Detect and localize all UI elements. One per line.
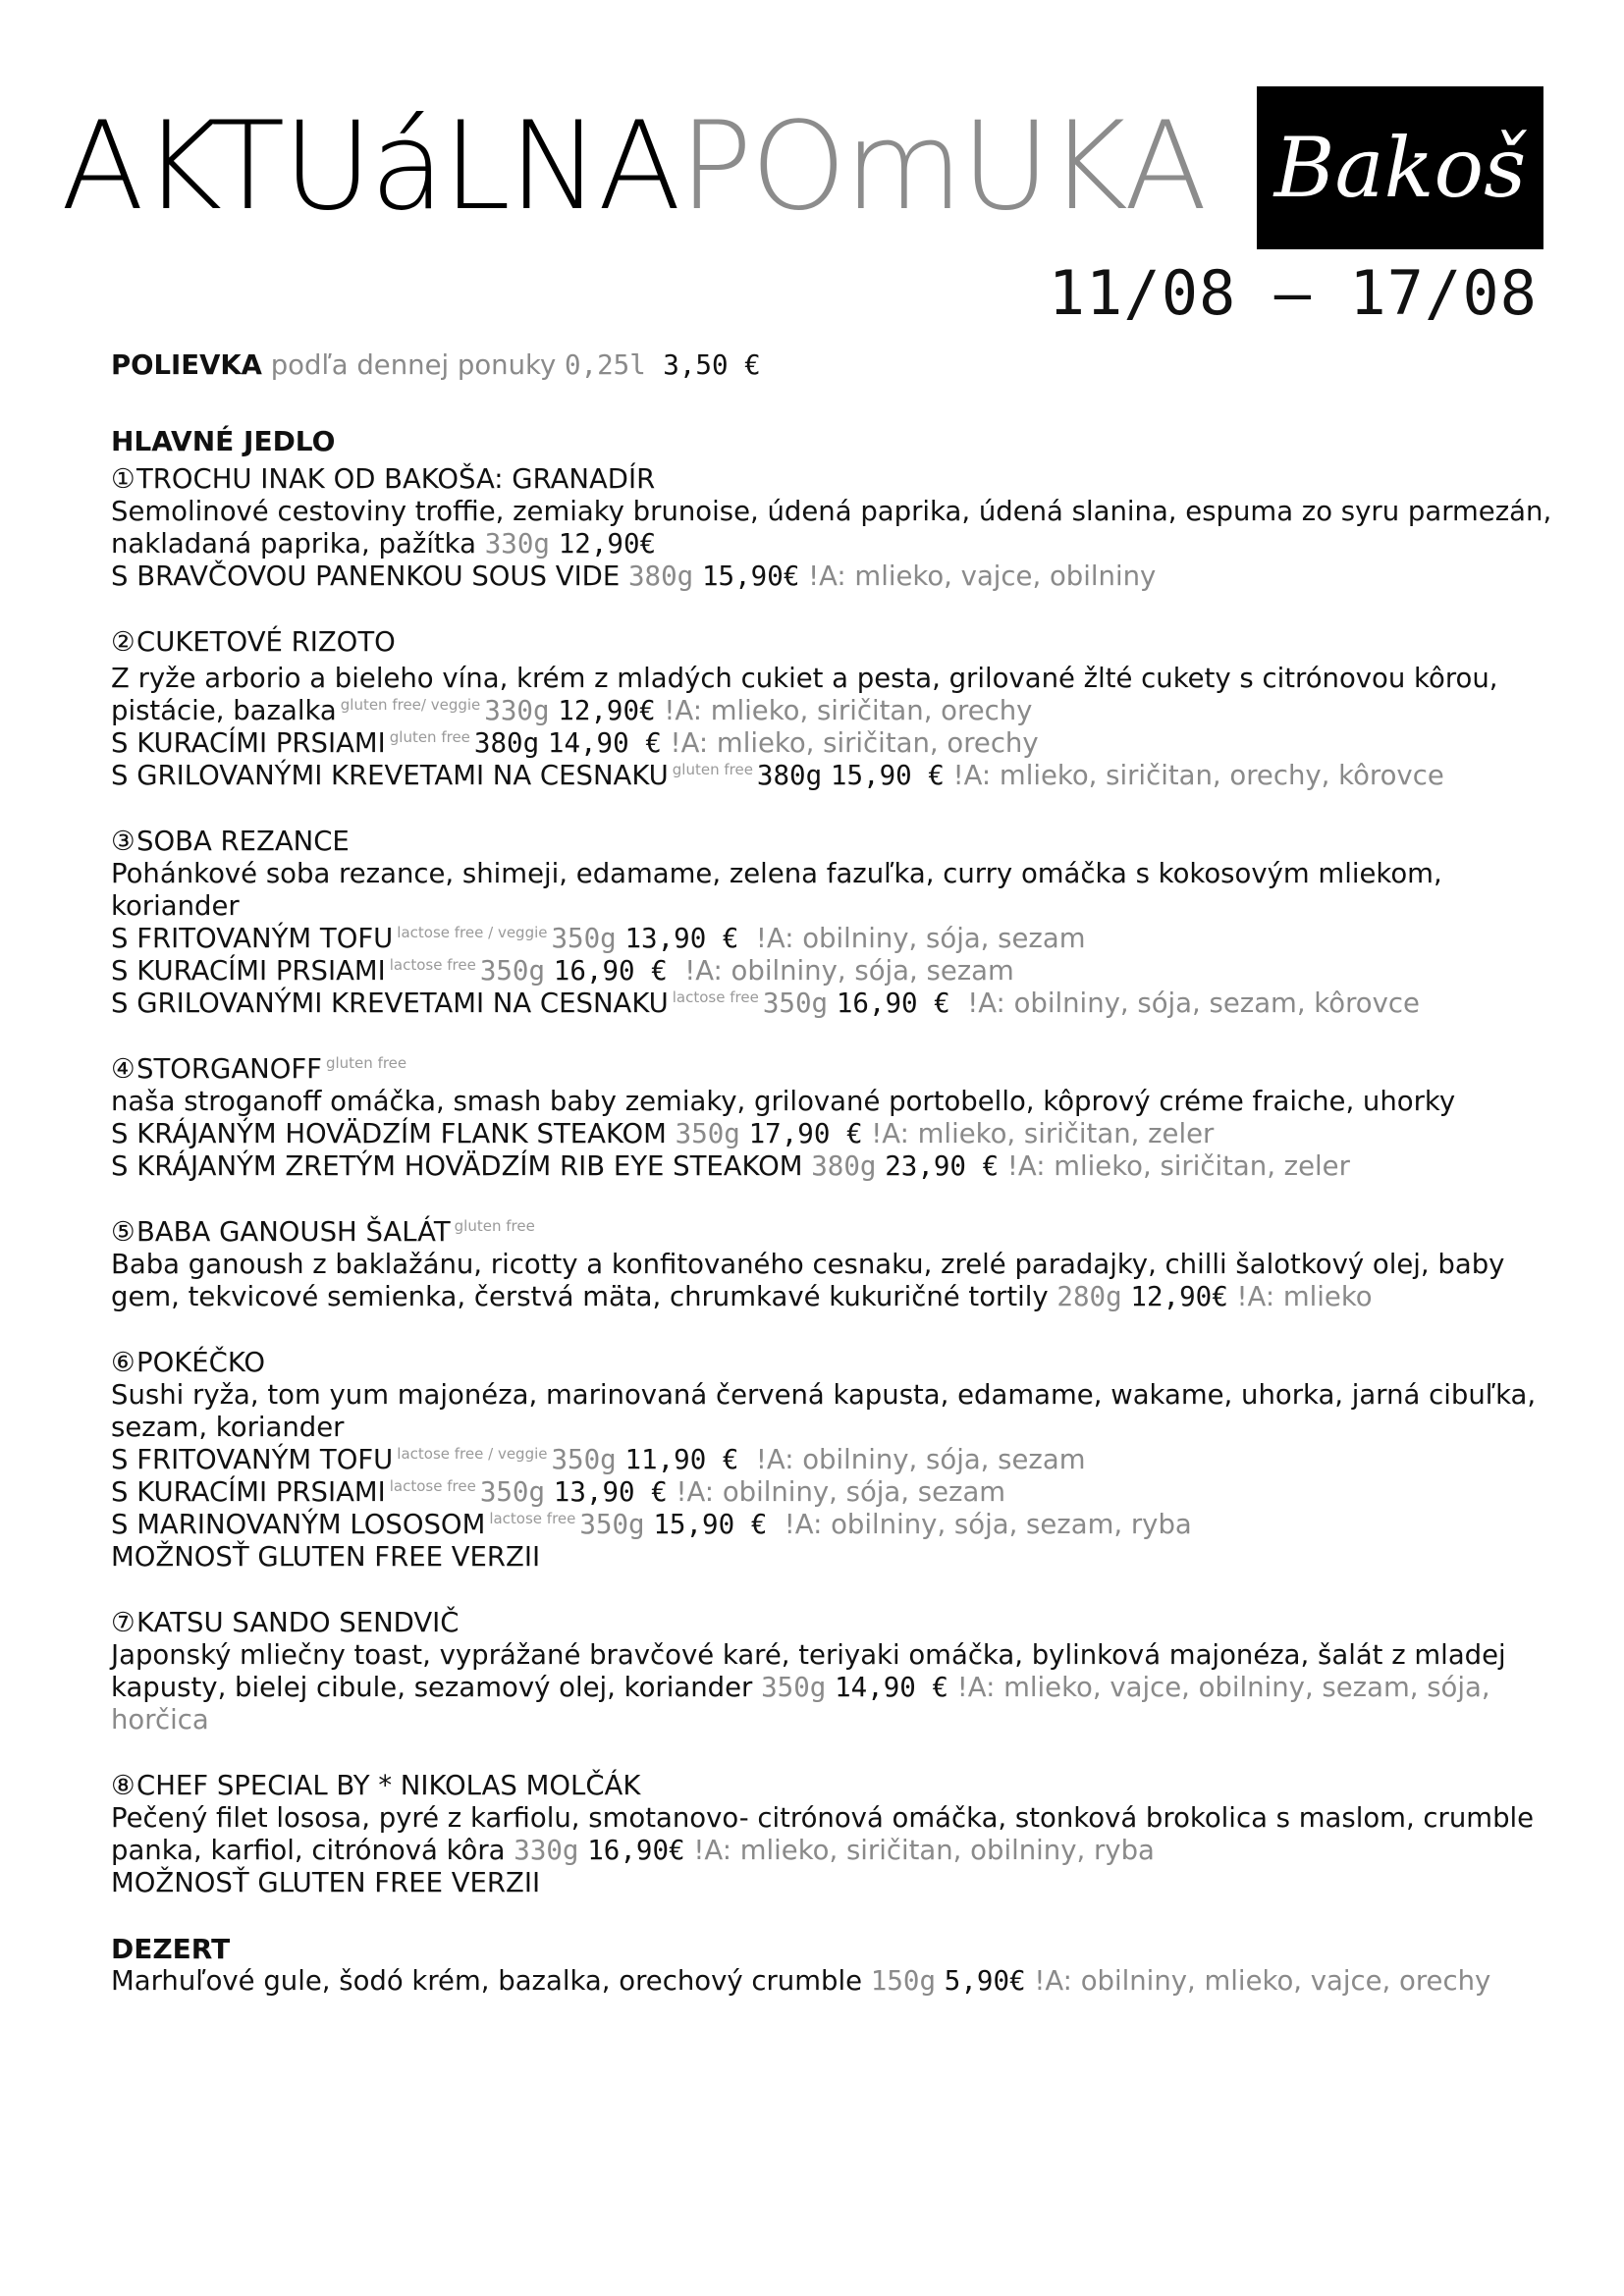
dish-item xyxy=(111,1216,1544,1313)
dish-variant: S GRILOVANÝMI KREVETAMI NA CESNAKU $^{gluten free}$ 380g 15,90 € !A: mlieko, siričitan, orechy, kôrovce xyxy=(111,760,1444,791)
dish-desc: Z ryže arborio a bieleho vína, krém z mladých cukiet a pesta, grilované žlté cukety s citrónovou kôrou, xyxy=(111,663,1498,694)
title-dark-part: AKTUáLNA xyxy=(61,96,679,238)
dish-desc: Baba ganoush z baklažánu, ricotty a konfitovaného cesnaku, zrelé paradajky, chilli šalotkový olej, baby xyxy=(111,1249,1505,1280)
dish-item xyxy=(111,626,1544,792)
dish-title: ①TROCHU INAK OD BAKOŠA: GRANADÍR xyxy=(111,463,656,495)
dish-desc: gem, tekvicové semienka, čerstvá mäta, chrumkavé kukuričné tortily 280g 12,90€ !A: mlieko xyxy=(111,1281,1373,1312)
dish-variant: S KURACÍMI PRSIAMI $^{lactose free}$ 350g 13,90 € !A: obilniny, sója, sezam xyxy=(111,1476,1006,1508)
dish-note: MOŽNOSŤ GLUTEN FREE VERZII xyxy=(111,1541,541,1573)
dish-title: ④STORGANOFF $^{gluten free}$ xyxy=(111,1053,407,1085)
dessert-section xyxy=(111,1933,1544,1998)
title-light-part: POmUKA xyxy=(678,96,1206,238)
dish-variant: S FRITOVANÝM TOFU $^{lactose free / veggie}$ 350g 13,90 € !A: obilniny, sója, sezam xyxy=(111,923,1086,954)
dish-title: ⑧CHEF SPECIAL BY * NIKOLAS MOLČÁK xyxy=(111,1770,641,1801)
dish-title: ⑥POKÉČKO xyxy=(111,1347,266,1378)
dish-desc: Pohánkové soba rezance, shimeji, edamame, zelena fazuľka, curry omáčka s kokosovým mliekom, xyxy=(111,858,1442,889)
soup-label: POLIEVKA xyxy=(111,349,262,381)
dish-item xyxy=(111,463,1552,593)
main-course-heading: HLAVNÉ JEDLO xyxy=(111,425,336,457)
dish-variant: S FRITOVANÝM TOFU $^{lactose free / veggie}$ 350g 11,90 € !A: obilniny, sója, sezam xyxy=(111,1444,1086,1475)
soup-desc: podľa dennej ponuky xyxy=(270,349,557,381)
dish-desc: panka, karfiol, citrónová kôra 330g 16,90€ !A: mlieko, siričitan, obilniny, ryba xyxy=(111,1835,1155,1866)
dish-variant: S BRAVČOVOU PANENKOU SOUS VIDE 380g 15,90€ !A: mlieko, vajce, obilniny xyxy=(111,561,1157,592)
menu-content xyxy=(111,349,1552,1998)
dish-item xyxy=(111,1053,1544,1183)
dish-desc: horčica xyxy=(111,1704,209,1735)
dish-variant: S MARINOVANÝM LOSOSOM $^{lactose free}$ 350g 15,90 € !A: obilniny, sója, sezam, ryba xyxy=(111,1509,1192,1540)
dish-desc: nakladaná paprika, pažítka 330g 12,90€ xyxy=(111,528,657,560)
dessert-heading: DEZERT xyxy=(111,1933,231,1965)
dessert-line: Marhuľové gule, šodó krém, bazalka, orechový crumble 150g 5,90€ !A: obilniny, mlieko, vajce, orechy xyxy=(111,1965,1491,1997)
dish-desc: Sushi ryža, tom yum majonéza, marinovaná červená kapusta, edamame, wakame, uhorka, jarná cibuľka, xyxy=(111,1379,1537,1411)
dish-desc: Pečený filet lososa, pyré z karfiolu, smotanovo- citrónová omáčka, stonková brokolica s maslom, crumble xyxy=(111,1802,1535,1834)
dish-variant: S KURACÍMI PRSIAMI $^{gluten free}$ 380g 14,90 € !A: mlieko, siričitan, orechy xyxy=(111,727,1039,759)
dish-title: ⑦KATSU SANDO SENDVIČ xyxy=(111,1607,460,1638)
dish-note: MOŽNOSŤ GLUTEN FREE VERZII xyxy=(111,1867,541,1898)
dish-item xyxy=(111,1770,1544,1899)
dish-title: ③SOBA REZANCE xyxy=(111,826,350,857)
date-range: 11/08 – 17/08 xyxy=(1048,257,1538,329)
dish-item xyxy=(111,1347,1544,1574)
dish-title: ⑤BABA GANOUSH ŠALÁT $^{gluten free}$ xyxy=(111,1216,535,1248)
dish-desc: naša stroganoff omáčka, smash baby zemiaky, grilované portobello, kôprový créme fraiche, uhorky xyxy=(111,1086,1456,1117)
dish-desc: pistácie, bazalka $^{gluten free/ veggie}$ 330g 12,90€ !A: mlieko, siričitan, orechy xyxy=(111,695,1033,726)
dish-title: ②CUKETOVÉ RIZOTO xyxy=(111,626,396,658)
menu-title xyxy=(61,96,1206,238)
soup-volume: 0,25l xyxy=(565,349,646,381)
soup-line xyxy=(111,349,1544,382)
dish-item xyxy=(111,1607,1544,1736)
soup-price: 3,50 € xyxy=(663,349,761,381)
dish-variant: S KRÁJANÝM HOVÄDZÍM FLANK STEAKOM 350g 17,90 € !A: mlieko, siričitan, zeler xyxy=(111,1118,1215,1149)
dish-item xyxy=(111,826,1544,1020)
dish-desc: Semolinové cestoviny troffie, zemiaky brunoise, údená paprika, údená slanina, espuma zo syru parmezán, xyxy=(111,496,1552,527)
dish-desc: Japonský mliečny toast, vyprážané bravčové karé, teriyaki omáčka, bylinková majonéza, šalát z mladej xyxy=(111,1639,1506,1671)
dish-variant: S GRILOVANÝMI KREVETAMI NA CESNAKU $^{lactose free}$ 350g 16,90 € !A: obilniny, sója, sezam, kôrovce xyxy=(111,988,1420,1019)
dish-desc: sezam, koriander xyxy=(111,1412,345,1443)
dish-desc: koriander xyxy=(111,890,240,922)
dish-desc: kapusty, bielej cibule, sezamový olej, koriander 350g 14,90 € !A: mlieko, vajce, obilniny, sezam, sója, xyxy=(111,1672,1490,1703)
dish-variant: S KRÁJANÝM ZRETÝM HOVÄDZÍM RIB EYE STEAKOM 380g 23,90 € !A: mlieko, siričitan, zeler xyxy=(111,1150,1350,1182)
dish-variant: S KURACÍMI PRSIAMI $^{lactose free}$ 350g 16,90 € !A: obilniny, sója, sezam xyxy=(111,955,1014,987)
bakos-logo: Bakoš xyxy=(1257,86,1543,249)
